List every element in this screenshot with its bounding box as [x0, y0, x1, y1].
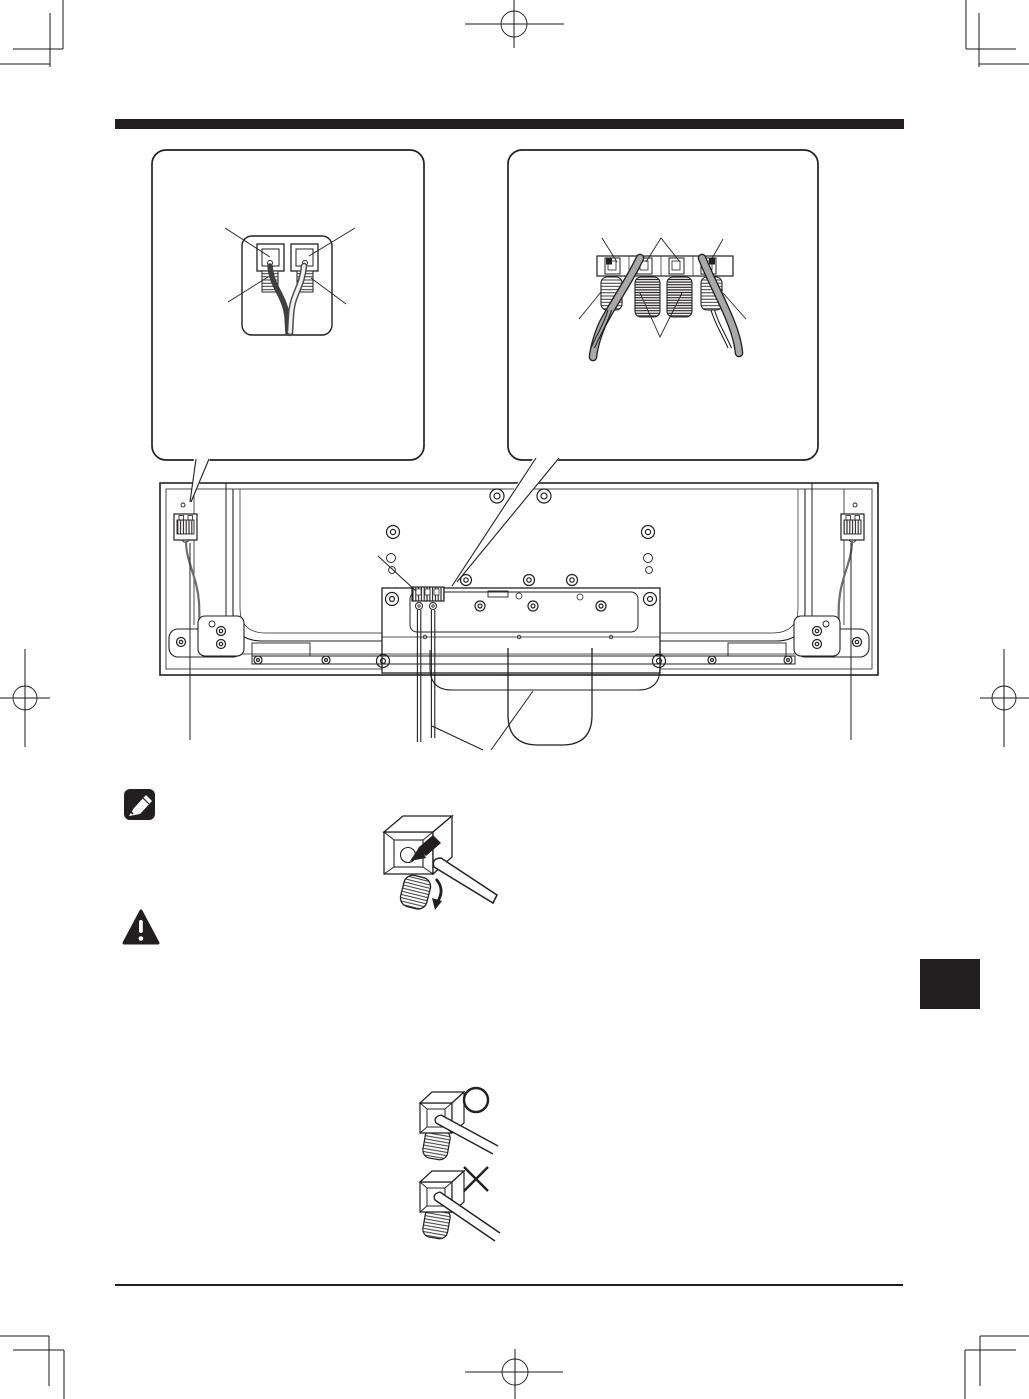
left-speaker-terminal-detail	[152, 150, 424, 503]
cross-icon	[464, 1167, 488, 1191]
right-bracket	[794, 616, 869, 657]
center-terminal-strip-detail	[452, 150, 818, 586]
warning-triangle-icon	[124, 911, 158, 943]
terminal-release-with-pen	[384, 816, 497, 911]
footer-rule	[115, 1284, 903, 1286]
header-bar	[115, 119, 904, 129]
note-pencil-icon	[124, 789, 155, 820]
left-speaker-terminal	[174, 503, 199, 648]
incorrect-cable-insertion	[420, 1167, 500, 1241]
ok-circle-icon	[464, 1088, 488, 1112]
tv-rear-panel-diagram	[160, 483, 878, 745]
left-bracket	[169, 616, 244, 657]
correct-cable-insertion	[420, 1088, 498, 1161]
section-tab	[920, 959, 980, 1009]
